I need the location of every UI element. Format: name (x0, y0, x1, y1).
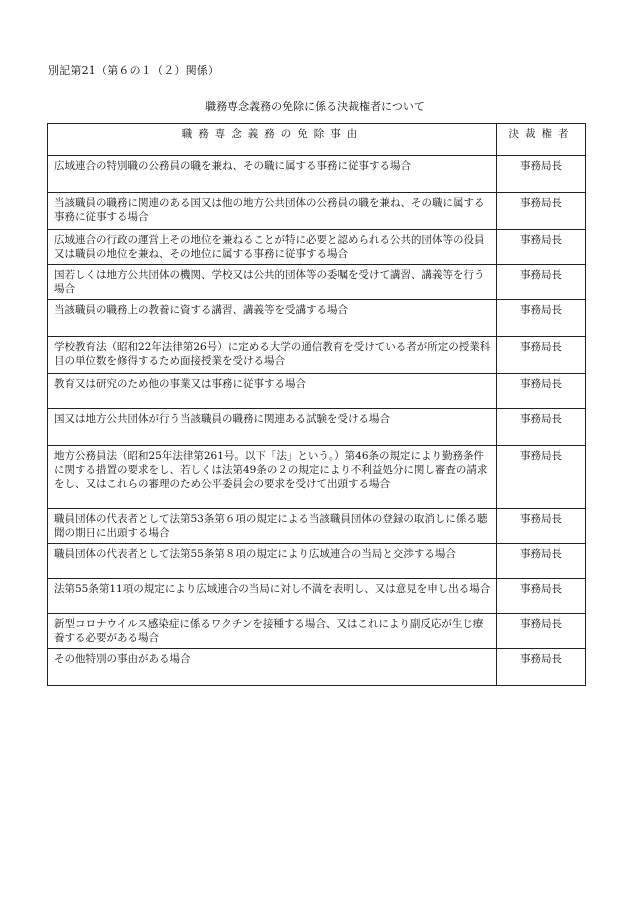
authority-cell: 事務局長 (497, 193, 586, 230)
table-row (48, 300, 586, 337)
document-title: 職務専念義務の免除に係る決裁権者について (205, 100, 425, 113)
reason-cell: 国若しくは地方公共団体の機関、学校又は公共的団体等の委嘱を受けて講習、講義等を行う場合 (48, 265, 497, 300)
authority-cell: 事務局長 (497, 409, 586, 446)
reason-cell: 広域連合の特別職の公務員の職を兼ね、その職に属する事務に従事する場合 (48, 156, 497, 193)
reason-cell: 地方公務員法（昭和25年法律第261号。以下「法」という。）第46条の規定により勤務条件に関する措置の要求をし、若しくは法第49条の２の規定により不利益処分に関し審査の請求をし、又はこれらの審理のため公平委員会の要求を受けて出頭する場合 (48, 446, 497, 509)
table-row (48, 156, 586, 193)
header-authority: 決裁権者 (497, 124, 586, 156)
table-row (48, 446, 586, 509)
table-row (48, 193, 586, 230)
authority-cell: 事務局長 (497, 265, 586, 300)
table-row (48, 409, 586, 446)
reason-cell: 職員団体の代表者として法第53条第６項の規定による当該職員団体の登録の取消しに係る聴聞の期日に出頭する場合 (48, 509, 497, 544)
authority-table (47, 123, 586, 686)
header-reason: 職務専念義務の免除事由 (48, 124, 497, 156)
authority-cell: 事務局長 (497, 337, 586, 374)
authority-cell: 事務局長 (497, 614, 586, 649)
reason-cell: 法第55条第11項の規定により広域連合の当局に対し不満を表明し、又は意見を申し出る場合 (48, 579, 497, 614)
table-row (48, 579, 586, 614)
table-header-row (48, 124, 586, 156)
table-row (48, 649, 586, 686)
authority-cell: 事務局長 (497, 300, 586, 337)
table-row (48, 230, 586, 265)
reference-label: 別記第21（第６の１（２）関係） (48, 64, 220, 77)
reason-cell: 教育又は研究のため他の事業又は事務に従事する場合 (48, 374, 497, 409)
table-row (48, 614, 586, 649)
authority-cell: 事務局長 (497, 230, 586, 265)
reason-cell: 広域連合の行政の運営上その地位を兼ねることが特に必要と認められる公共的団体等の役員又は職員の地位を兼ね、その地位に属する事務に従事する場合 (48, 230, 497, 265)
authority-cell: 事務局長 (497, 649, 586, 686)
table-row (48, 337, 586, 374)
table-row (48, 374, 586, 409)
reason-cell: 職員団体の代表者として法第55条第８項の規定により広域連合の当局と交渉する場合 (48, 544, 497, 579)
reason-cell: その他特別の事由がある場合 (48, 649, 497, 686)
table-row (48, 544, 586, 579)
authority-cell: 事務局長 (497, 446, 586, 509)
reason-cell: 当該職員の職務上の教養に資する講習、講義等を受講する場合 (48, 300, 497, 337)
authority-cell: 事務局長 (497, 579, 586, 614)
table-row (48, 265, 586, 300)
authority-cell: 事務局長 (497, 544, 586, 579)
authority-cell: 事務局長 (497, 156, 586, 193)
reason-cell: 学校教育法（昭和22年法律第26号）に定める大学の通信教育を受けている者が所定の授業科目の単位数を修得するため面接授業を受ける場合 (48, 337, 497, 374)
authority-cell: 事務局長 (497, 509, 586, 544)
authority-cell: 事務局長 (497, 374, 586, 409)
table-row (48, 509, 586, 544)
reason-cell: 当該職員の職務に関連のある国又は他の地方公共団体の公務員の職を兼ね、その職に属する事務に従事する場合 (48, 193, 497, 230)
reason-cell: 国又は地方公共団体が行う当該職員の職務に関連ある試験を受ける場合 (48, 409, 497, 446)
reason-cell: 新型コロナウイルス感染症に係るワクチンを接種する場合、又はこれにより副反応が生じ療養する必要がある場合 (48, 614, 497, 649)
